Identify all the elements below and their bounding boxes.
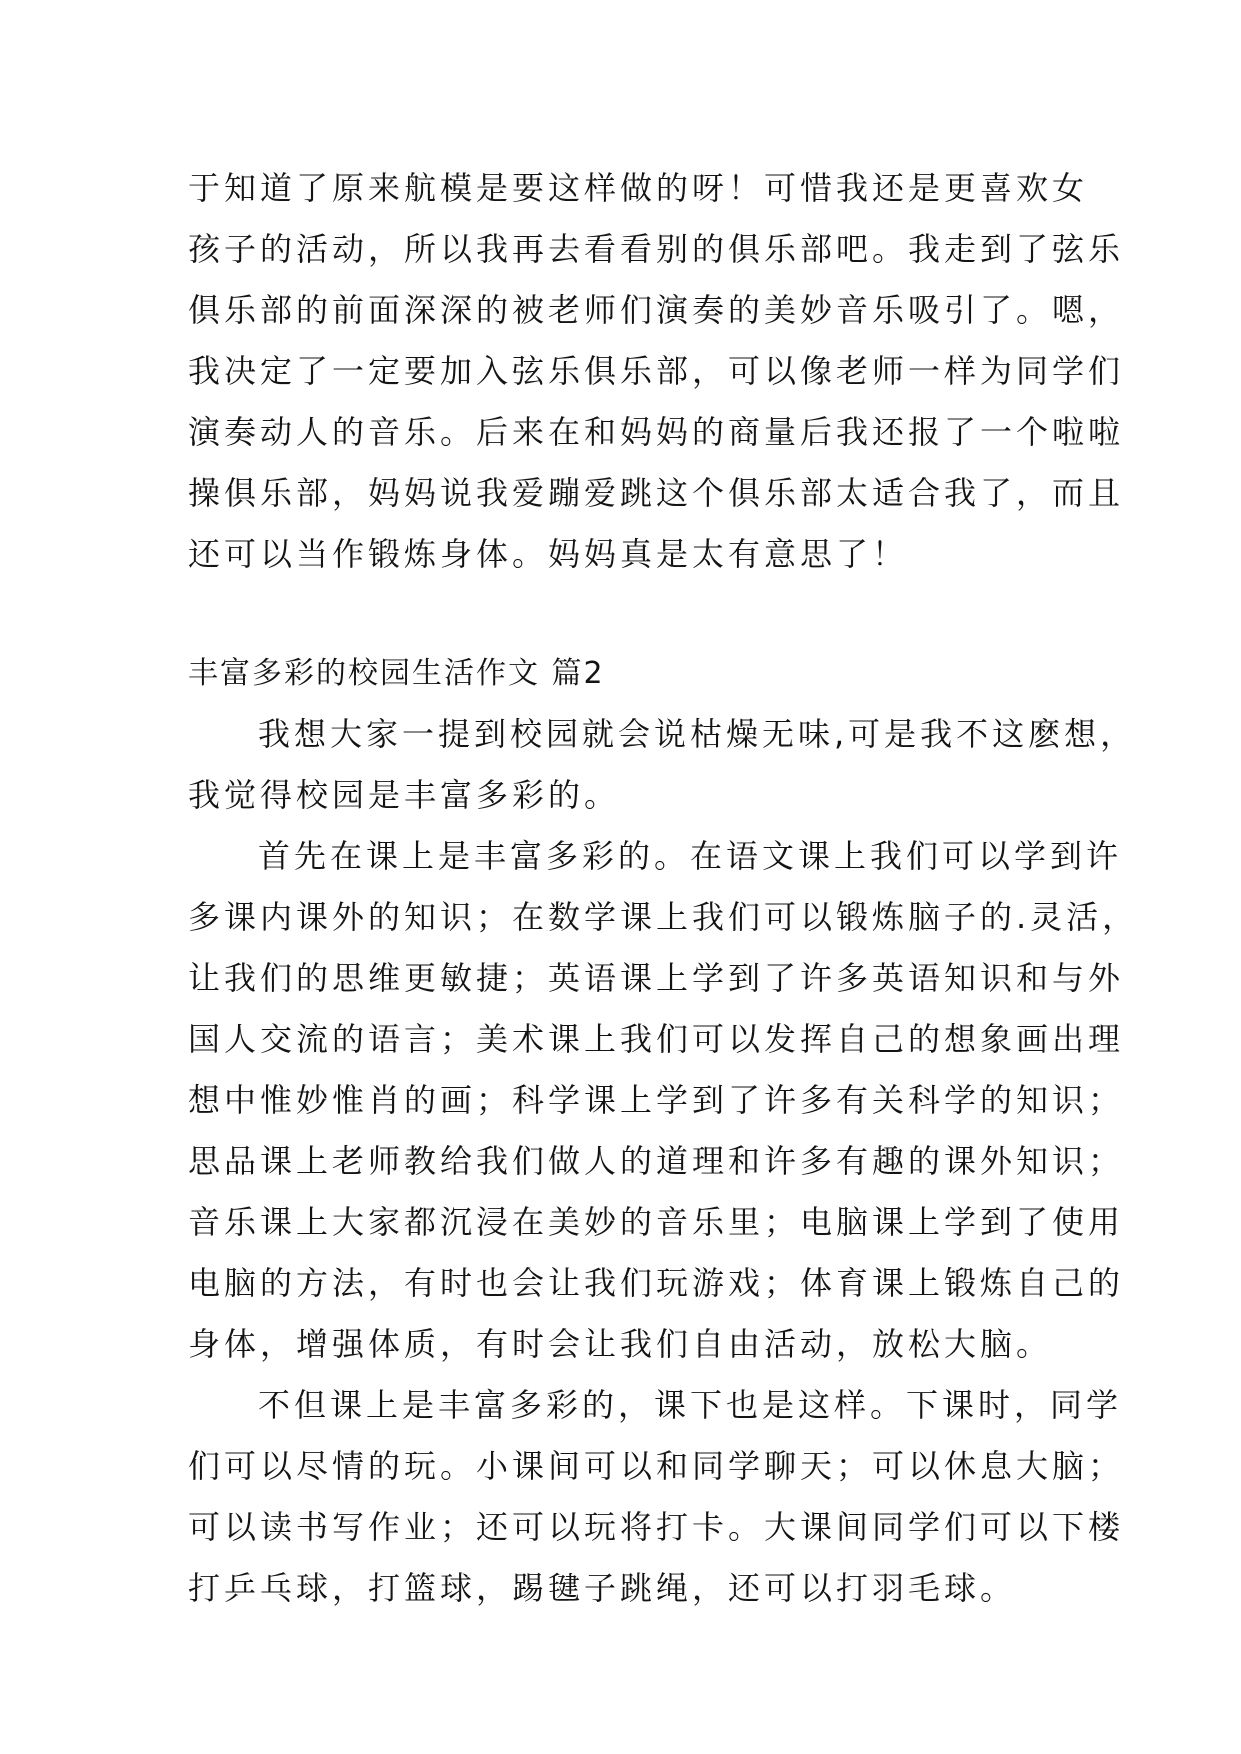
paragraph-2	[188, 826, 1139, 1375]
text-line: 首先在课上是丰富多彩的。在语文课上我们可以学到许	[258, 837, 1123, 875]
text-line: 不但课上是丰富多彩的，课下也是这样。下课时，同学	[258, 1386, 1123, 1424]
text-line: 于知道了原来航模是要这样做的呀！可惜我还是更喜欢女	[188, 169, 1089, 207]
document-body	[188, 158, 1139, 1619]
section-title: 丰富多彩的校园生活作文 篇2	[188, 656, 605, 691]
text-line: 让我们的思维更敏捷；英语课上学到了许多英语知识和与外	[188, 959, 1125, 997]
text-line: 们可以尽情的玩。小课间可以和同学聊天；可以休息大脑；	[188, 1447, 1125, 1485]
paragraph-3	[188, 1375, 1125, 1619]
text-line: 俱乐部的前面深深的被老师们演奏的美妙音乐吸引了。嗯，	[188, 291, 1125, 329]
text-line: 我想大家一提到校园就会说枯燥无味,可是我不这麽想，	[258, 715, 1137, 753]
paragraph-1	[188, 704, 1137, 826]
text-line: 可以读书写作业；还可以玩将打卡。大课间同学们可以下楼	[188, 1508, 1125, 1546]
intro-paragraph	[188, 158, 1125, 585]
text-line: 想中惟妙惟肖的画；科学课上学到了许多有关科学的知识；	[188, 1081, 1125, 1119]
text-line: 我决定了一定要加入弦乐俱乐部，可以像老师一样为同学们	[188, 352, 1125, 390]
text-line: 演奏动人的音乐。后来在和妈妈的商量后我还报了一个啦啦	[188, 413, 1125, 451]
text-line: 身体，增强体质，有时会让我们自由活动，放松大脑。	[188, 1325, 1053, 1363]
text-line: 操俱乐部，妈妈说我爱蹦爱跳这个俱乐部太适合我了，而且	[188, 474, 1125, 512]
text-line: 国人交流的语言；美术课上我们可以发挥自己的想象画出理	[188, 1020, 1125, 1058]
text-line: 还可以当作锻炼身体。妈妈真是太有意思了！	[188, 535, 909, 573]
text-line: 音乐课上大家都沉浸在美妙的音乐里；电脑课上学到了使用	[188, 1203, 1125, 1241]
text-line: 打乒乓球，打篮球，踢毽子跳绳，还可以打羽毛球。	[188, 1569, 1017, 1607]
text-line: 我觉得校园是丰富多彩的。	[188, 776, 621, 814]
text-line: 电脑的方法，有时也会让我们玩游戏；体育课上锻炼自己的	[188, 1264, 1125, 1302]
text-line: 多课内课外的知识；在数学课上我们可以锻炼脑子的.灵活，	[188, 898, 1139, 936]
text-line: 孩子的活动，所以我再去看看别的俱乐部吧。我走到了弦乐	[188, 230, 1125, 268]
text-line: 思品课上老师教给我们做人的道理和许多有趣的课外知识；	[188, 1142, 1125, 1180]
